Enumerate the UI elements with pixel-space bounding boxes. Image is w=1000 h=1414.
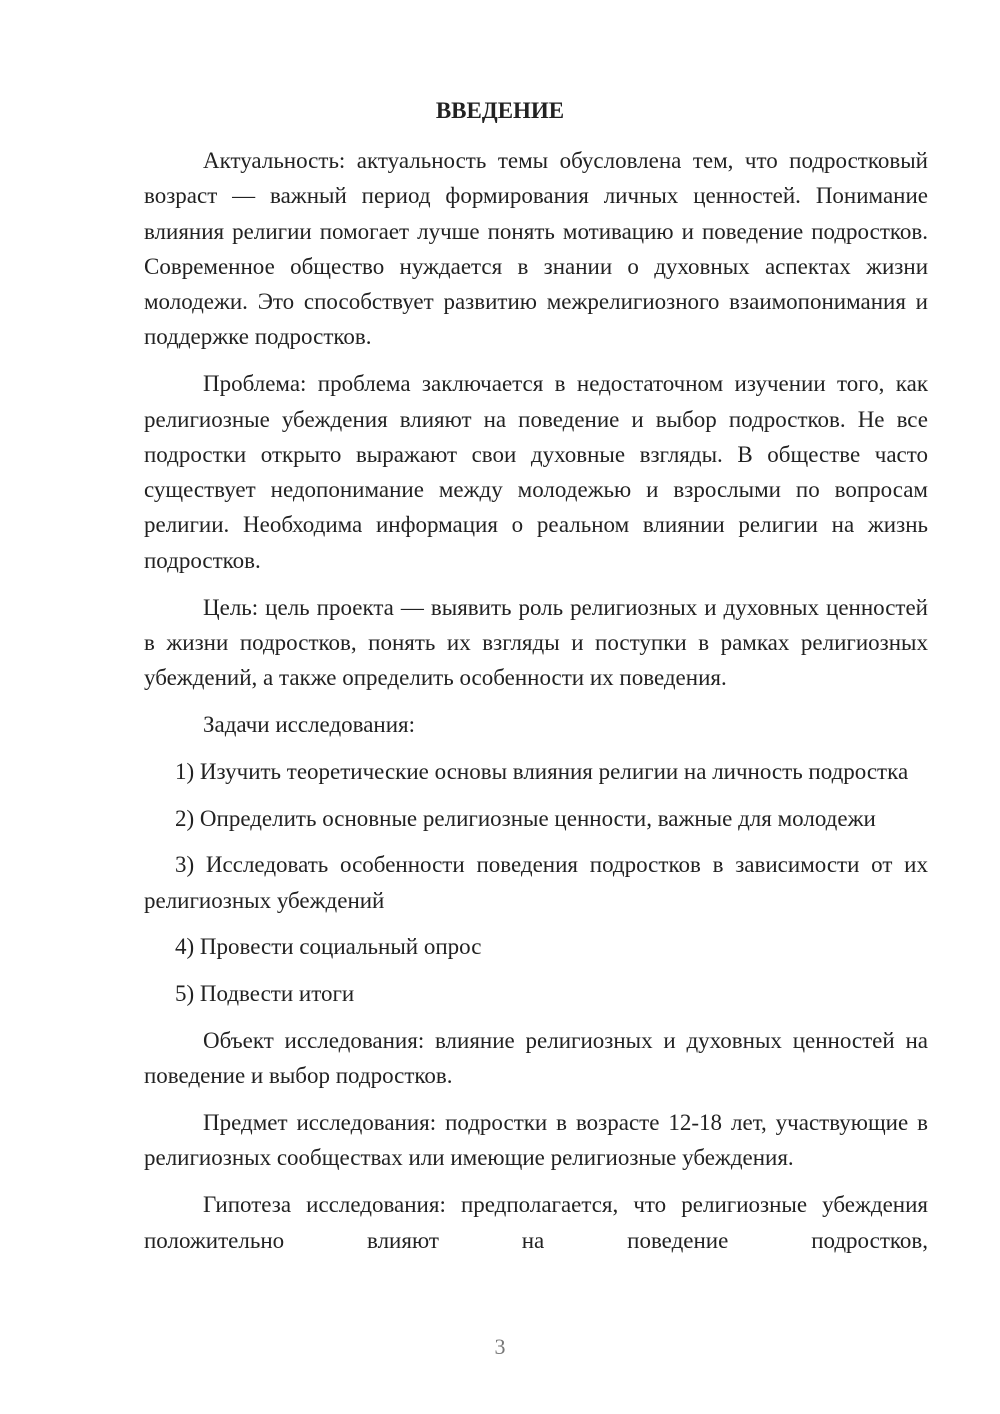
paragraph-subject: Предмет исследования: подростки в возрасте 12-18 лет, участвующие в религиозных сообществах или имеющие религиозные убеждения.: [144, 1110, 928, 1171]
paragraph-relevance: Актуальность: актуальность темы обусловлена тем, что подростковый возраст — важный период формирования личных ценностей. Понимание влияния религии помогает лучше понять мотивацию и поведение подростков. Современное общество нуждается в знании о духовных аспектах жизни молодежи. Это способствует развитию межрелигиозного взаимопонимания и поддержке подростков.: [144, 148, 928, 350]
paragraph-goal: Цель: цель проекта — выявить роль религиозных и духовных ценностей в жизни подростков, понять их взгляды и поступки в рамках религиозных убеждений, а также определить особенности их поведения.: [144, 594, 928, 691]
page-number: 3: [494, 1334, 506, 1359]
paragraph-tasks-heading: Задачи исследования:: [203, 711, 416, 737]
paragraph-hypothesis: Гипотеза исследования: предполагается, что религиозные убеждения положительно влияют на поведение подростков,: [144, 1192, 928, 1253]
task-item: 4) Провести социальный опрос: [175, 934, 482, 960]
task-item: 5) Подвести итоги: [175, 981, 355, 1007]
page-title: ВВЕДЕНИЕ: [435, 98, 565, 123]
task-item: 2) Определить основные религиозные ценности, важные для молодежи: [175, 805, 876, 831]
document-body: [144, 143, 928, 1269]
task-item: 1) Изучить теоретические основы влияния религии на личность подростка: [175, 758, 909, 784]
paragraph-problem: Проблема: проблема заключается в недостаточном изучении того, как религиозные убеждения влияют на поведение и выбор подростков. Не все подростки открыто выражают свои духовные взгляды. В обществе часто существует недопонимание между молодежью и взрослыми по вопросам религии. Необходима информация о реальном влиянии религии на жизнь подростков.: [144, 371, 928, 573]
paragraph-object: Объект исследования: влияние религиозных и духовных ценностей на поведение и выбор подростков.: [144, 1028, 928, 1089]
task-item: 3) Исследовать особенности поведения подростков в зависимости от их религиозных убеждений: [144, 852, 928, 913]
